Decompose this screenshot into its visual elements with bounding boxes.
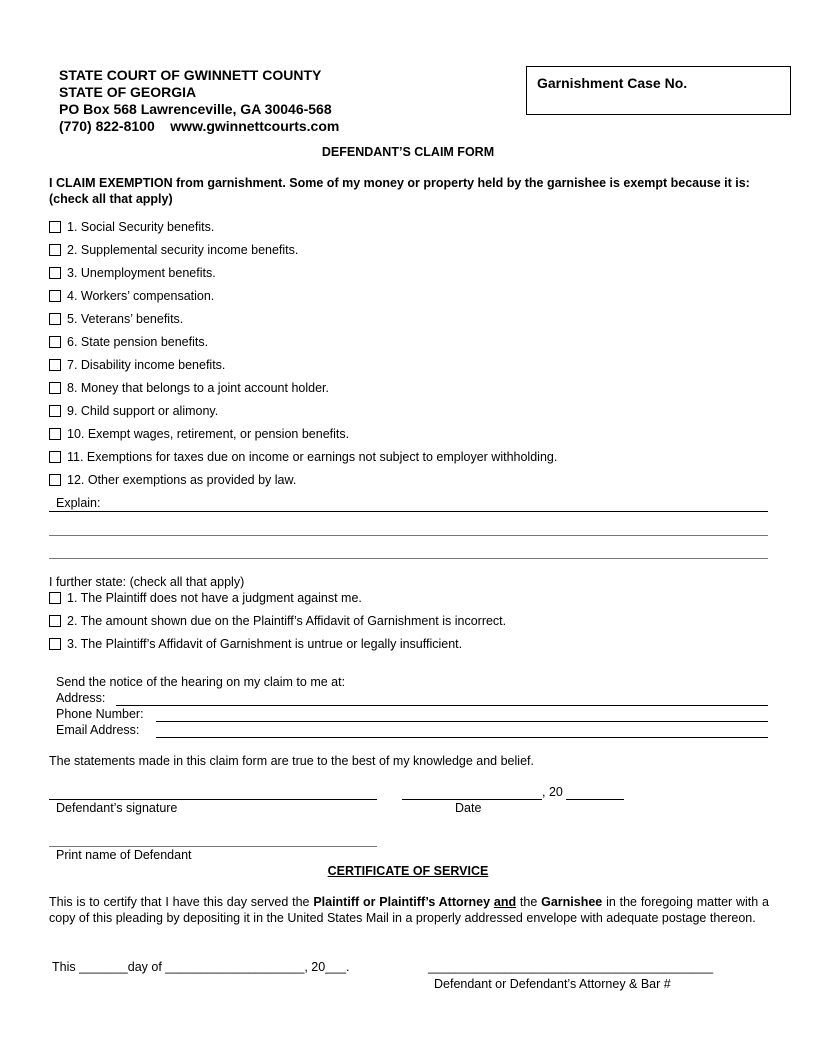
exemption-checkbox[interactable] — [49, 290, 61, 302]
exemption-label: 9. Child support or alimony. — [67, 404, 219, 418]
exemption-label: 8. Money that belongs to a joint account holder. — [67, 381, 329, 395]
exemption-checkbox[interactable] — [49, 359, 61, 371]
exemption-label: 3. Unemployment benefits. — [67, 266, 216, 280]
court-name: STATE COURT OF GWINNETT COUNTY — [59, 67, 322, 83]
exemption-checkbox[interactable] — [49, 474, 61, 486]
notice-intro: Send the notice of the hearing on my claim to me at: — [56, 675, 346, 689]
explain-line-3[interactable] — [49, 558, 768, 559]
further-checkbox[interactable] — [49, 615, 61, 627]
exemption-label: 4. Workers’ compensation. — [67, 289, 215, 303]
exemption-checkbox[interactable] — [49, 451, 61, 463]
exemption-checkbox[interactable] — [49, 267, 61, 279]
exemption-checkbox[interactable] — [49, 313, 61, 325]
case-number-box[interactable] — [526, 66, 791, 115]
case-number-label: Garnishment Case No. — [537, 75, 688, 91]
service-signature-line[interactable]: _________________________________________ — [428, 960, 714, 974]
court-address: PO Box 568 Lawrenceville, GA 30046-568 — [59, 101, 332, 117]
exemption-label: 5. Veterans’ benefits. — [67, 312, 184, 326]
phone-label: Phone Number: — [56, 707, 144, 721]
further-label: 1. The Plaintiff does not have a judgment against me. — [67, 591, 362, 605]
exemption-checkbox[interactable] — [49, 244, 61, 256]
date-line[interactable] — [402, 799, 542, 800]
exemption-label: 7. Disability income benefits. — [67, 358, 226, 372]
exemption-label: 2. Supplemental security income benefits. — [67, 243, 299, 257]
exemption-checkbox[interactable] — [49, 382, 61, 394]
explain-line-1[interactable] — [49, 511, 768, 512]
service-date-line[interactable]: This _______day of ____________________, 20___. — [52, 960, 350, 974]
explain-line-2[interactable] — [49, 535, 768, 536]
exemption-label: 11. Exemptions for taxes due on income or earnings not subject to employer withholding. — [67, 450, 558, 464]
cert-text-3: in the foregoing matter with a copy of this pleading by depositing it in the United States Mail in a properly addressed envelope with adequate postage thereon. — [49, 895, 769, 925]
exemption-label: 1. Social Security benefits. — [67, 220, 215, 234]
service-signature-label: Defendant or Defendant’s Attorney & Bar # — [434, 977, 671, 991]
year-line[interactable] — [566, 799, 624, 800]
cert-text-1: This is to certify that I have this day served the — [49, 895, 314, 909]
cert-bold-1: Plaintiff or Plaintiff’s Attorney — [313, 895, 491, 909]
email-label: Email Address: — [56, 723, 140, 737]
exemption-checkbox[interactable] — [49, 336, 61, 348]
date-label: Date — [455, 801, 482, 815]
explain-label: Explain: — [56, 496, 101, 510]
phone-field[interactable] — [156, 721, 768, 722]
truth-statement: The statements made in this claim form are true to the best of my knowledge and belief. — [49, 754, 534, 768]
signature-line[interactable] — [49, 799, 377, 800]
print-name-line[interactable] — [49, 846, 377, 847]
further-checkbox[interactable] — [49, 592, 61, 604]
cert-text-2: the — [516, 895, 542, 909]
certificate-text — [49, 894, 769, 926]
exemption-label: 6. State pension benefits. — [67, 335, 209, 349]
signature-label: Defendant’s signature — [56, 801, 178, 815]
further-label: 3. The Plaintiff’s Affidavit of Garnishment is untrue or legally insufficient. — [67, 637, 463, 651]
exemption-checkbox[interactable] — [49, 221, 61, 233]
address-label: Address: — [56, 691, 106, 705]
further-checkbox[interactable] — [49, 638, 61, 650]
exemption-checkbox[interactable] — [49, 428, 61, 440]
certificate-title: CERTIFICATE OF SERVICE — [327, 864, 489, 878]
exemption-label: 12. Other exemptions as provided by law. — [67, 473, 297, 487]
claim-intro: I CLAIM EXEMPTION from garnishment. Some of my money or property held by the garnishee is exempt because it is: (check all that apply) — [49, 176, 750, 206]
email-field[interactable] — [156, 737, 768, 738]
court-contact: (770) 822-8100 www.gwinnettcourts.com — [59, 118, 340, 134]
print-name-label: Print name of Defendant — [56, 848, 192, 862]
exemption-checkbox[interactable] — [49, 405, 61, 417]
cert-and: and — [493, 895, 517, 909]
further-intro: I further state: (check all that apply) — [49, 575, 245, 589]
form-title: DEFENDANT’S CLAIM FORM — [321, 145, 495, 159]
exemption-label: 10. Exempt wages, retirement, or pension benefits. — [67, 427, 350, 441]
cert-bold-2: Garnishee — [541, 895, 603, 909]
year-prefix: , 20 — [542, 785, 563, 799]
address-field[interactable] — [116, 705, 768, 706]
further-label: 2. The amount shown due on the Plaintiff’s Affidavit of Garnishment is incorrect. — [67, 614, 507, 628]
state-name: STATE OF GEORGIA — [59, 84, 197, 100]
